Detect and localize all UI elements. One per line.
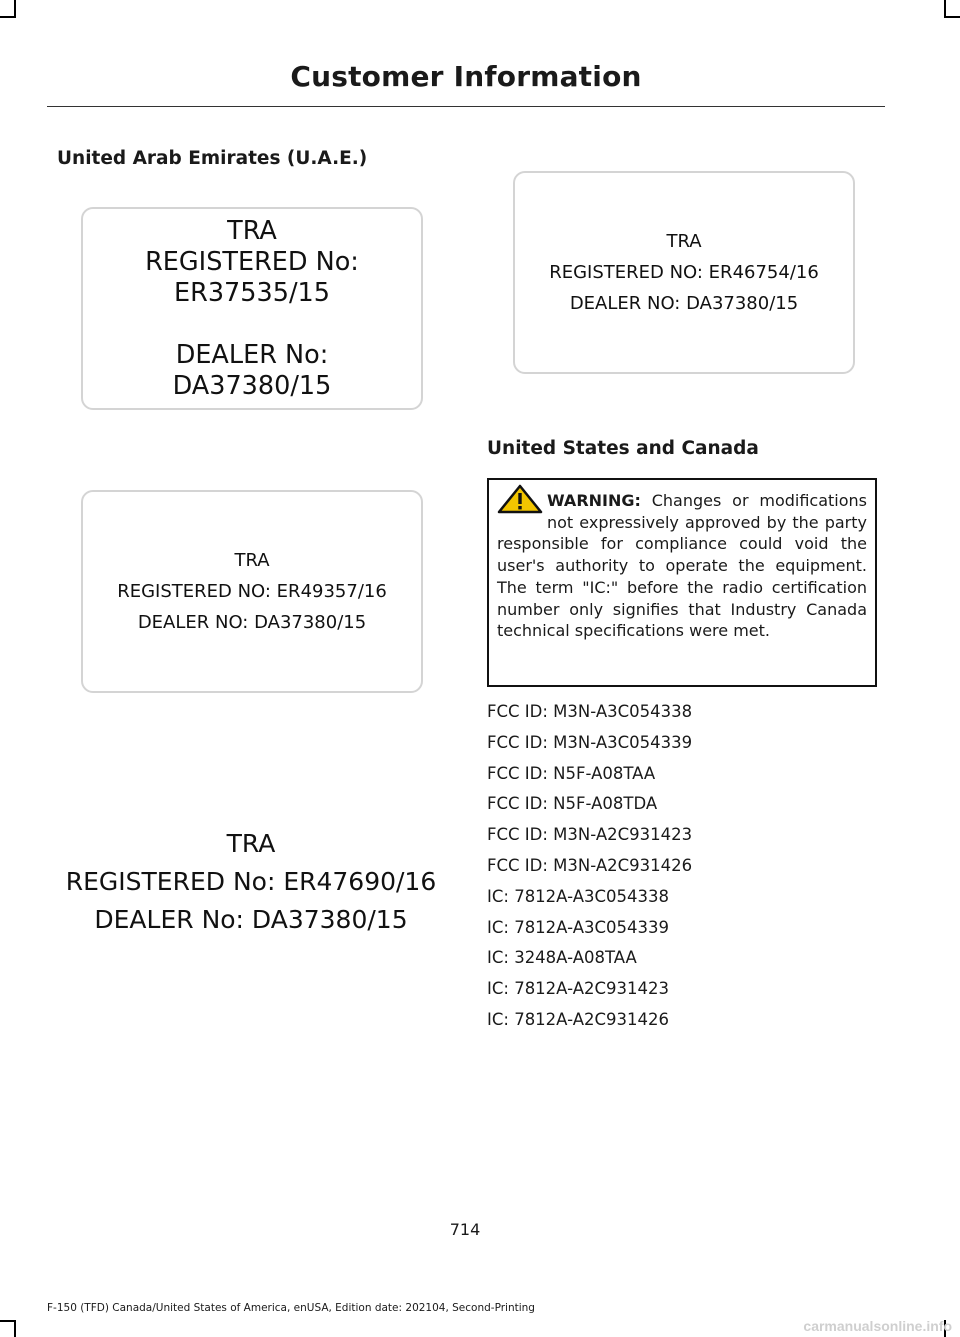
crop-mark	[14, 1320, 16, 1337]
tra-label-line: REGISTERED NO: ER46754/16	[549, 262, 819, 283]
header-rule	[47, 106, 885, 107]
tra-label-line: DEALER NO: DA37380/15	[137, 612, 367, 633]
edition-footer: F-150 (TFD) Canada/United States of America, enUSA, Edition date: 202104, Second-Printing	[47, 1302, 535, 1314]
list-item: IC: 7812A-A3C054339	[487, 917, 669, 937]
list-item: IC: 3248A-A08TAA	[487, 948, 637, 968]
list-item: IC: 7812A-A2C931426	[487, 1009, 669, 1029]
tra-label-line: DEALER No: DA37380/15	[94, 904, 408, 934]
tra-label	[81, 207, 423, 410]
crop-mark	[944, 16, 960, 18]
warning-text: Changes or modifications not expressively approved by the party responsible for compliance could void the user's authority to operate the equipment. The term "IC:" before the radio certification number only signifies that Industry Canada technical specifications were met.	[497, 491, 867, 641]
crop-mark	[944, 0, 946, 16]
tra-label-line: TRA	[234, 550, 270, 571]
us-canada-heading: United States and Canada	[487, 438, 759, 459]
tra-label-line: DEALER No:	[175, 339, 329, 370]
tra-label-line: TRA	[227, 215, 277, 246]
list-item: FCC ID: N5F-A08TAA	[487, 763, 656, 783]
uae-heading: United Arab Emirates (U.A.E.)	[57, 148, 368, 169]
warning-triangle-icon	[497, 484, 543, 514]
tra-label-line: TRA	[226, 828, 276, 858]
list-item: FCC ID: N5F-A08TDA	[487, 794, 658, 814]
crop-mark	[14, 0, 16, 16]
list-item: FCC ID: M3N-A3C054338	[487, 702, 693, 721]
list-item: IC: 7812A-A3C054338	[487, 886, 669, 906]
crop-mark	[0, 16, 16, 18]
tra-label-line: REGISTERED No: ER47690/16	[65, 866, 437, 896]
warning-box	[487, 478, 877, 687]
tra-label	[513, 171, 855, 374]
tra-label-line: REGISTERED NO: ER49357/16	[117, 581, 387, 602]
page-title: Customer Information	[290, 60, 642, 93]
tra-label	[45, 780, 457, 983]
tra-label-line: ER37535/15	[174, 277, 330, 308]
certification-id-list	[487, 700, 692, 1039]
tra-label	[81, 490, 423, 693]
watermark: carmanualsonline.info	[803, 1318, 952, 1334]
list-item: FCC ID: M3N-A3C054339	[487, 732, 693, 752]
list-item: IC: 7812A-A2C931423	[487, 979, 669, 999]
warning-label: WARNING:	[547, 491, 641, 510]
tra-label-line: REGISTERED No:	[145, 246, 359, 277]
page-number: 714	[449, 1220, 481, 1239]
list-item: FCC ID: M3N-A2C931426	[487, 855, 693, 875]
tra-label-line: DA37380/15	[172, 370, 332, 401]
tra-label-line: DEALER NO: DA37380/15	[569, 293, 799, 314]
tra-label-line: TRA	[666, 231, 702, 252]
list-item: FCC ID: M3N-A2C931423	[487, 825, 693, 845]
crop-mark	[0, 1320, 16, 1322]
